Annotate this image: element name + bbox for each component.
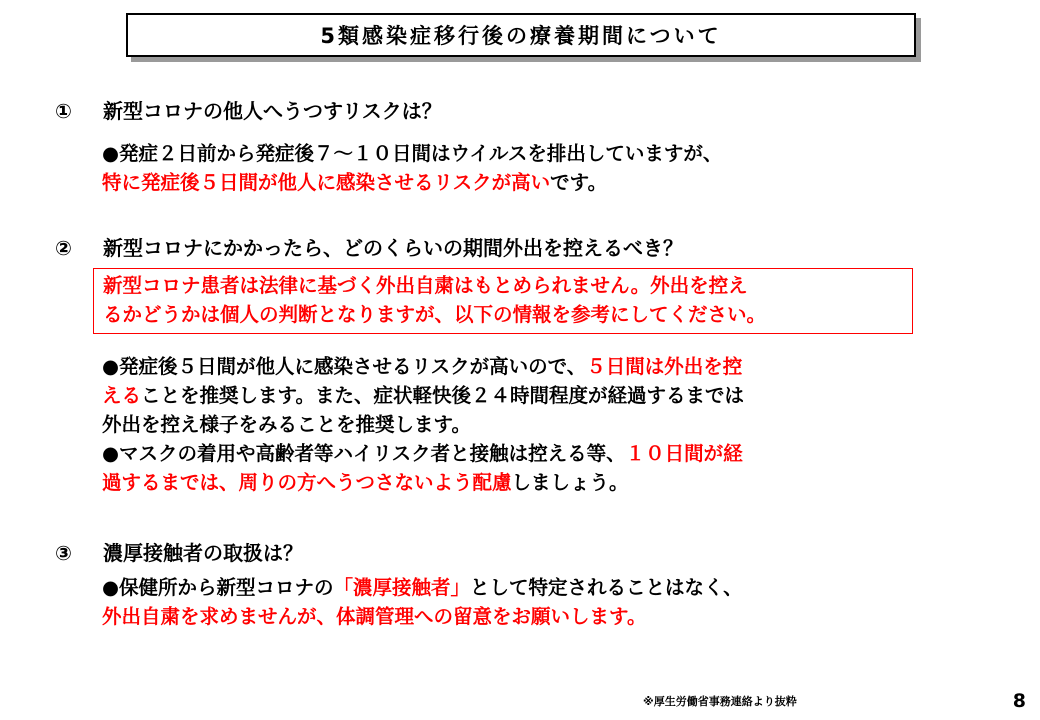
page-title-box bbox=[126, 13, 916, 57]
section-2-p2-line-1 bbox=[102, 439, 744, 468]
section-1-line-1: ●発症２日前から発症後７～１０日間はウイルスを排出していますが、 bbox=[102, 142, 723, 165]
section-2-p1-line-2 bbox=[102, 381, 744, 410]
source-note: ※厚生労働省事務連絡より抜粋 bbox=[643, 695, 797, 708]
section-1-emphasis: 特に発症後５日間が他人に感染させるリスクが高い bbox=[102, 171, 551, 194]
section-3-line-2: 外出自粛を求めませんが、体調管理への留意をお願いします。 bbox=[102, 605, 647, 628]
section-2-p2-line-2 bbox=[102, 468, 744, 497]
section-2-p2-emphasis-a: １０日間が経 bbox=[625, 442, 743, 465]
section-3-line-1-text: ●保健所から新型コロナの bbox=[102, 576, 334, 599]
notice-line-1: 新型コロナ患者は法律に基づく外出自粛はもとめられません。外出を控え bbox=[103, 274, 748, 297]
section-2-p1-line-1-text: ●発症後５日間が他人に感染させるリスクが高いので、 bbox=[102, 355, 587, 378]
section-3-title: 濃厚接触者の取扱は？ bbox=[103, 541, 303, 565]
section-3-body bbox=[102, 573, 743, 631]
section-2-p1-emphasis-a: ５日間は外出を控 bbox=[586, 355, 743, 378]
section-1-line-2 bbox=[102, 168, 722, 197]
section-1-body bbox=[102, 139, 722, 197]
section-2-title: 新型コロナにかかったら、どのくらいの期間外出を控えるべき？ bbox=[103, 236, 683, 260]
section-3-line-1-end: として特定されることはなく、 bbox=[470, 576, 743, 599]
section-1-title: 新型コロナの他人へうつすリスクは？ bbox=[103, 99, 442, 123]
section-2-p1-line-1 bbox=[102, 352, 744, 381]
page-number: 8 bbox=[1012, 690, 1026, 712]
section-1-heading bbox=[55, 95, 442, 124]
section-3-heading bbox=[55, 537, 303, 566]
section-2-p2-emphasis-b: 過するまでは、周りの方へうつさないよう配慮 bbox=[102, 471, 512, 494]
section-2-p1-line-2-text: ことを推奨します。また、症状軽快後２４時間程度が経過するまでは bbox=[141, 384, 744, 407]
notice-line-2: るかどうかは個人の判断となりますが、以下の情報を参考にしてください。 bbox=[103, 303, 767, 326]
section-1-number: ① bbox=[55, 99, 72, 123]
section-3-number: ③ bbox=[55, 541, 72, 565]
section-2-heading bbox=[55, 232, 683, 261]
section-2-p2-line-1-text: ●マスクの着用や高齢者等ハイリスク者と接触は控える等、 bbox=[102, 442, 626, 465]
section-2-number: ② bbox=[55, 236, 72, 260]
section-3-emphasis-term: 「濃厚接触者」 bbox=[333, 576, 471, 599]
section-3-line-1 bbox=[102, 573, 743, 602]
page-title: 5類感染症移行後の療養期間について bbox=[320, 24, 722, 48]
self-restraint-notice-box bbox=[93, 268, 913, 334]
section-2-body bbox=[102, 352, 744, 497]
section-2-p1-emphasis-b: える bbox=[102, 384, 142, 407]
section-2-p2-line-2-text: しましょう。 bbox=[511, 471, 629, 494]
section-2-p1-line-3: 外出を控え様子をみることを推奨します。 bbox=[102, 413, 471, 436]
section-1-line-2-end: です。 bbox=[550, 171, 608, 194]
